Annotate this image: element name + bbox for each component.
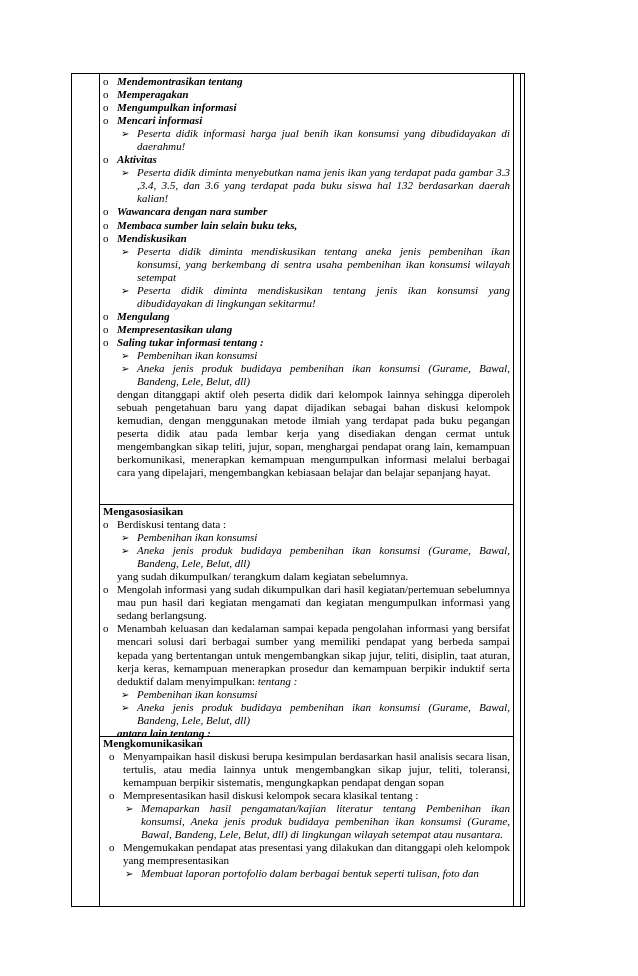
list-item: o Membaca sumber lain selain buku teks, — [103, 219, 298, 232]
sub-item: ➢ Peserta didik informasi harga jual benih ikan konsumsi yang dibudidayakan di daerahmu! — [121, 128, 510, 154]
sub-item: ➢ Memaparkan hasil pengamatan/kajian literatur tentang Pembenihan ikan konsumsi, Aneka jenis produk budidaya pembenihan ikan konsumsi (Gurame, Bawal, Bandeng, Lele, Belut, dll) di lingkungan wilayah setempat atau nusantara. — [125, 803, 510, 842]
list-item: o Saling tukar informasi tentang : — [103, 336, 264, 349]
list-item: o Berdiskusi tentang data : — [103, 519, 227, 532]
sub-item: ➢ Pembenihan ikan konsumsi — [121, 688, 258, 701]
list-item: o Mencari informasi — [103, 115, 203, 128]
sub-item: ➢ Aneka jenis produk budidaya pembenihan ikan konsumsi (Gurame, Bawal, Bandeng, Lele, Belut, dll) — [121, 701, 510, 727]
paragraph: dengan ditanggapi aktif oleh peserta didik dari kelompok lainnya sehingga diperoleh sebuah pengetahuan baru yang dapat dijadikan sebagai bahan diskusi kelompok kemudian, dengan menggunakan metode ilmiah yang terdapat pada buku pegangan peserta didik atau pada lembar kerja yang disediakan dengan cermat untuk mengembangkan sikap teliti, jujur, sopan, menghargai pendapat orang lain, kemampuan berkomunikasi, menerapkan kemampuan mengumpulkan informasi melalui berbagai cara yang dipelajari, mengembangkan kebiasaan belajar dan belajar sepanjang hayat. — [117, 389, 510, 480]
list-item: o Mengulang — [103, 310, 170, 323]
list-item: o Mendiskusikan — [103, 232, 187, 245]
sub-item: ➢ Peserta didik diminta mendiskusikan tentang jenis ikan konsumsi yang dibudidayakan di lingkungan sekitarmu! — [121, 284, 510, 310]
sub-item: ➢ Pembenihan ikan konsumsi — [121, 532, 258, 545]
section-title: Mengasosiasikan — [103, 506, 184, 518]
section-communicate — [103, 738, 510, 882]
section-associate — [103, 506, 510, 741]
column-divider — [99, 74, 100, 906]
column-divider — [520, 74, 521, 906]
list-item: o Menyampaikan hasil diskusi berupa kesimpulan berdasarkan hasil analisis secara lisan, tertulis, atau media lainnya untuk mengembangkan sikap jujur, teliti, toleransi, kemampuan berpikir sistematis, mengungkapkan pendapat dengan sopan — [109, 751, 510, 790]
list-item: o Memperagakan — [103, 89, 189, 102]
list-item: o Mengolah informasi yang sudah dikumpulkan dari hasil kegiatan/pertemuan sebelumnya mau pun hasil dari kegiatan mengamati dan kegiatan mengumpulkan informasi yang sedang berlangsung. — [103, 584, 510, 623]
section-title: Mengkomunikasikan — [103, 738, 203, 750]
sub-item: ➢ Membuat laporan portofolio dalam berbagai bentuk seperti tulisan, foto dan — [125, 868, 479, 881]
list-item: o Mempresentasikan hasil diskusi kelompok secara klasikal tentang : — [109, 790, 419, 803]
list-item: o Mendemontrasikan tentang — [103, 76, 243, 88]
row-divider — [99, 504, 514, 505]
sub-item: ➢ Peserta didik diminta mendiskusikan tentang aneka jenis pembenihan ikan konsumsi, yang berkembang di sentra usaha pembenihan ikan konsumsi wilayah setempat — [121, 245, 510, 284]
list-item: o Mengemukakan pendapat atas presentasi yang dilakukan dan ditanggapi oleh kelompok yang mempresentasikan — [109, 842, 510, 868]
list-item: o Wawancara dengan nara sumber — [103, 206, 268, 219]
sub-item: ➢ Aneka jenis produk budidaya pembenihan ikan konsumsi (Gurame, Bawal, Bandeng, Lele, Belut, dll) — [121, 363, 510, 389]
sub-item: ➢ Pembenihan ikan konsumsi — [121, 349, 258, 362]
sub-item: ➢ Peserta didik diminta menyebutkan nama jenis ikan yang terdapat pada gambar 3.3 ,3.4, 3.5, dan 3.6 yang terdapat pada buku siswa hal 132 berdasarkan daerah kalian! — [121, 167, 510, 206]
section-collect-info — [103, 76, 510, 480]
sub-item: ➢ Aneka jenis produk budidaya pembenihan ikan konsumsi (Gurame, Bawal, Bandeng, Lele, Belut, dll) — [121, 545, 510, 571]
list-item: o Mengumpulkan informasi — [103, 102, 237, 115]
paragraph: antara lain tentang : — [117, 727, 211, 740]
paragraph: yang sudah dikumpulkan/ terangkum dalam kegiatan sebelumnya. — [117, 571, 409, 584]
list-item: o Menambah keluasan dan kedalaman sampai kepada pengolahan informasi yang bersifat mencari solusi dari berbagai sumber yang memiliki pendapat yang berbeda sampai kepada yang bertentangan untuk mengembangkan sikap jujur, teliti, disiplin, taat aturan, kerja keras, kemampuan menerapkan prosedur dan kemampuan berpikir induktif serta deduktif dalam menyimpulkan: tentang : — [103, 623, 510, 688]
lesson-table — [71, 73, 525, 907]
column-divider — [513, 74, 514, 906]
list-item: o Aktivitas — [103, 154, 157, 167]
list-item: o Mempresentasikan ulang — [103, 323, 233, 336]
